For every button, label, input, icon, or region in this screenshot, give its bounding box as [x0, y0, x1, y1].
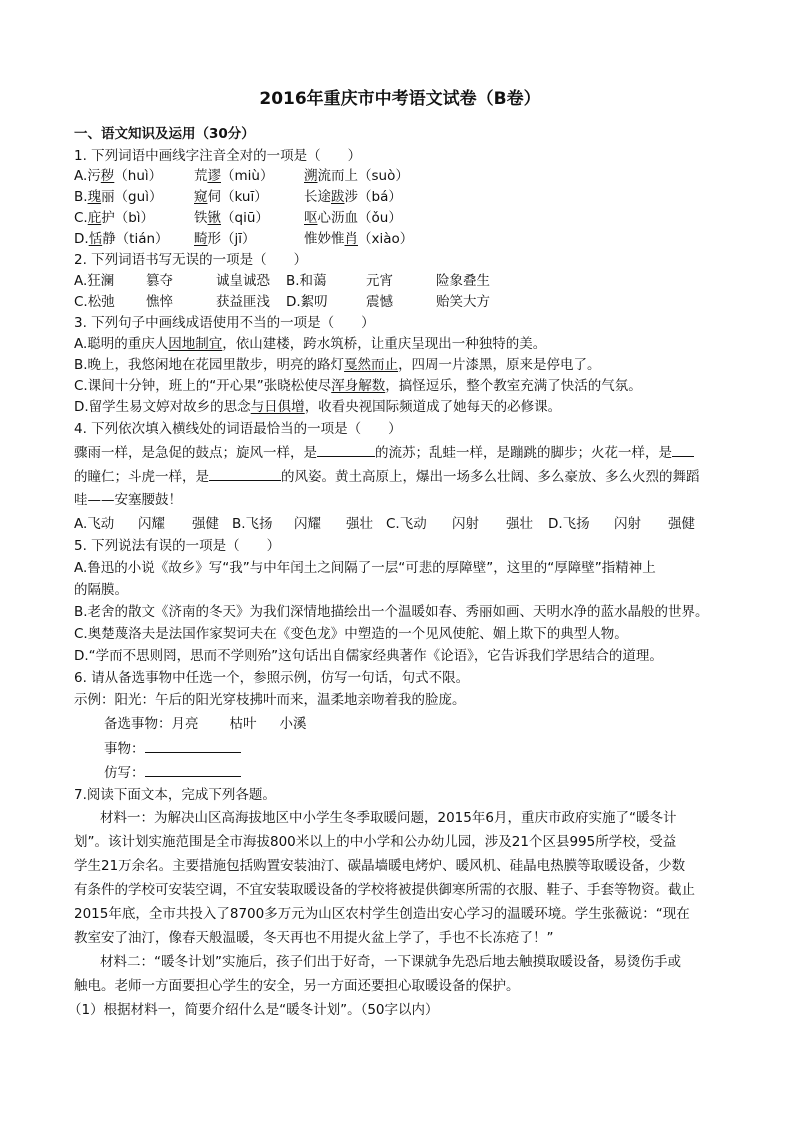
q6-stem: 6. 请从备选事物中任选一个，参照示例，仿写一句话，句式不限。	[74, 670, 470, 686]
q3-option-b: B.晚上，我悠闲地在花园里散步，明亮的路灯戛然而止，四周一片漆黑，原来是停电了。	[74, 357, 601, 373]
q7-material-1-line-5: 2015年底，全市共投入了8700多万元为山区农村学生创造出安心学习的温暖环境。学生张薇说：“现在	[74, 906, 690, 922]
q3-stem: 3. 下列句子中画线成语使用不当的一项是（ ）	[74, 315, 375, 331]
q3-option-a: A.聪明的重庆人因地制宜，依山建楼，跨水筑桥，让重庆呈现出一种独特的美。	[74, 336, 547, 352]
q5-stem: 5. 下列说法有误的一项是（ ）	[74, 538, 281, 554]
section-heading: 一、语文知识及运用（30分）	[74, 126, 255, 142]
q6-thing-blank	[145, 738, 241, 753]
q2-stem: 2. 下列词语书写无误的一项是（ ）	[74, 252, 308, 268]
q7-material-1-line-1: 材料一：为解决山区高海拔地区中小学生冬季取暖问题，2015年6月，重庆市政府实施了“暖冬计	[100, 810, 677, 826]
q4-passage-line-3: 哇——安塞腰鼓！	[74, 492, 182, 508]
q7-material-1-line-6: 教室安了油汀，像春天般温暖，冬天再也不用提火盆上学了，手也不长冻疮了！”	[74, 930, 554, 946]
q4-options: A.飞动 闪耀 强健 B.飞扬 闪耀 强壮 C.飞动 闪射 强壮 D.飞扬 闪射 强健	[74, 516, 695, 532]
q7-material-1-line-3: 学生21万余名。主要措施包括购置安装油汀、碳晶墙暖电烤炉、暖风机、硅晶电热膜等取暖设备，少数	[74, 858, 686, 874]
q1-option-a: A.污秽（huì） 荒谬（miù） 溯流而上（suò）	[74, 168, 409, 184]
q5-option-d: D.“学而不思则罔，思而不学则殆”这句话出自儒家经典著作《论语》，它告诉我们学思结合的道理。	[74, 648, 663, 664]
q6-write-row: 仿写：	[104, 762, 241, 783]
page-title: 2016年重庆市中考语文试卷（B卷）	[259, 89, 541, 109]
q1-option-d: D.恬静（tián） 畸形（jī） 惟妙惟肖（xiào）	[74, 231, 414, 247]
q6-write-blank	[145, 762, 241, 777]
q5-option-a-line-2: 的隔膜。	[74, 582, 128, 598]
q7-material-2-line-1: 材料二：“暖冬计划”实施后，孩子们出于好奇，一下课就争先恐后地去触摸取暖设备，易烫伤手或	[100, 954, 681, 970]
q6-options: 备选事物：月亮 枯叶 小溪	[104, 716, 307, 732]
q5-option-c: C.奥楚蔑洛夫是法国作家契诃夫在《变色龙》中塑造的一个见风使舵、媚上欺下的典型人物。	[74, 626, 628, 642]
q6-example: 示例：阳光：午后的阳光穿枝拂叶而来，温柔地亲吻着我的脸庞。	[74, 692, 466, 708]
q7-material-1-line-2: 划”。该计划实施范围是全市海拔800米以上的中小学和公办幼儿园，涉及21个区县995所学校，受益	[74, 834, 677, 850]
q1-option-c: C.庇护（bì） 铁锹（qiū） 呕心沥血（ǒu）	[74, 210, 402, 226]
q7-stem: 7.阅读下面文本，完成下列各题。	[74, 787, 276, 803]
q1-option-b: B.瑰丽（guì） 窥伺（kuī） 长途跋涉（bá）	[74, 189, 402, 205]
q4-passage-line-2: 的瞳仁；斗虎一样，是 的风姿。黄土高原上，爆出一场多么壮阔、多么豪放、多么火烈的舞蹈	[74, 466, 700, 487]
q1-stem: 1. 下列词语中画线字注音全对的一项是（ ）	[74, 148, 362, 164]
q6-thing-row: 事物：	[104, 738, 241, 759]
q4-passage-line-1: 骤雨一样，是急促的鼓点；旋风一样，是 的流苏；乱蛙一样，是蹦跳的脚步；火花一样，是	[74, 442, 694, 463]
q5-option-a-line-1: A.鲁迅的小说《故乡》写“我”与中年闰土之间隔了一层“可悲的厚障壁”，这里的“厚障壁”指精神上	[74, 560, 656, 576]
q2-options-row-1: A.狂澜 篡夺 诚皇诚恐 B.和蔼 元宵 险象叠生	[74, 273, 490, 289]
q3-option-d: D.留学生易文婷对故乡的思念与日俱增，收看央视国际频道成了她每天的必修课。	[74, 399, 562, 415]
q2-options-row-2: C.松弛 憔悴 获益匪浅 D.絮叨 震憾 贻笑大方	[74, 294, 490, 310]
q7-material-2-line-2: 触电。老师一方面要担心学生的安全，另一方面还要担心取暖设备的保护。	[74, 978, 520, 994]
q3-option-c: C.课间十分钟，班上的“开心果”张晓松使尽浑身解数，搞怪逗乐，整个教室充满了快活的气氛。	[74, 378, 642, 394]
q4-stem: 4. 下列依次填入横线处的词语最恰当的一项是（ ）	[74, 421, 402, 437]
q7-subquestion-1: （1）根据材料一，简要介绍什么是“暖冬计划”。（50字以内）	[68, 1002, 439, 1018]
q7-material-1-line-4: 有条件的学校可安装空调，不宜安装取暖设备的学校将被提供御寒所需的衣服、鞋子、手套等物资。截止	[74, 882, 695, 898]
q5-option-b: B.老舍的散文《济南的冬天》为我们深情地描绘出一个温暖如春、秀丽如画、天明水净的蓝水晶般的世界。	[74, 604, 709, 620]
